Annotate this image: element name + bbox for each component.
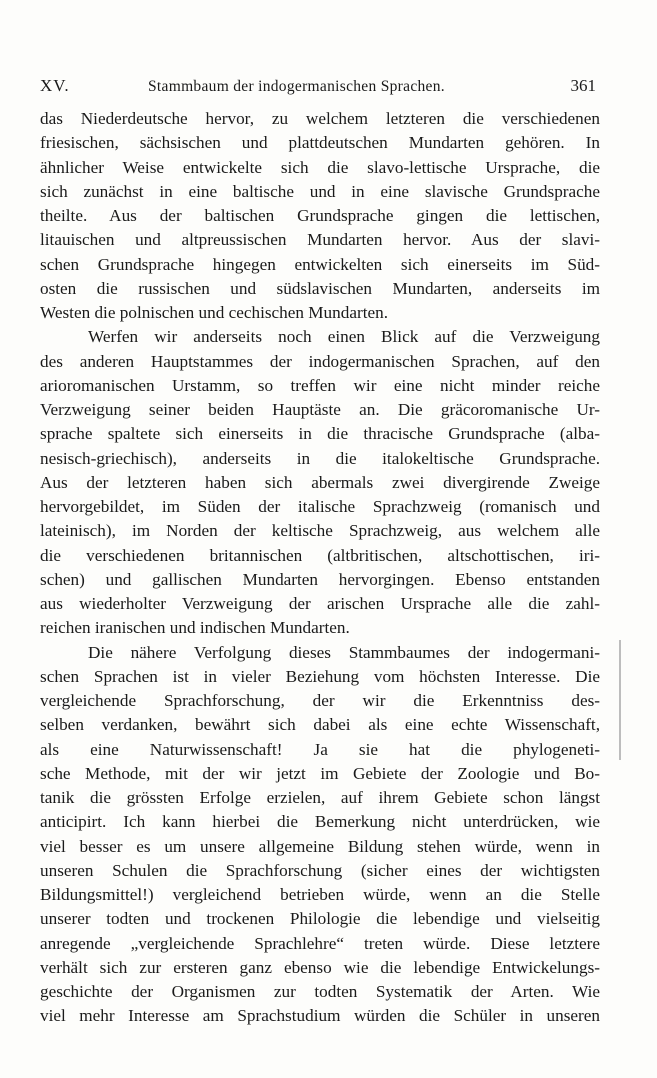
- text-line: des anderen Hauptstammes der indogermanischen Sprachen, auf den: [40, 351, 600, 371]
- text-line: viel mehr Interesse am Sprachstudium würden die Schüler in unseren: [40, 1006, 600, 1026]
- text-line: sich zunächst in eine baltische und in eine slavische Grundsprache: [40, 181, 600, 201]
- text-line: sche Methode, mit der wir jetzt im Gebiete der Zoologie und Bo-: [40, 763, 600, 783]
- text-line: litauischen und altpreussischen Mundarten hervor. Aus der slavi-: [40, 230, 600, 250]
- text-line: unserer todten und trockenen Philologie die lebendige und vielseitig: [40, 909, 600, 929]
- text-line: verhält sich zur ersteren ganz ebenso wie die lebendige Entwickelungs-: [40, 957, 600, 977]
- chapter-number: XV.: [40, 76, 70, 95]
- text-line: osten die russischen und südslavischen Mundarten, anderseits im: [40, 278, 600, 298]
- text-line: anticipirt. Ich kann hierbei die Bemerkung nicht unterdrücken, wie: [40, 812, 600, 832]
- text-line: anregende „vergleichende Sprachlehre“ treten würde. Diese letztere: [40, 933, 600, 953]
- page-number: 361: [570, 76, 596, 95]
- text-line: geschichte der Organismen zur todten Systematik der Arten. Wie: [40, 982, 600, 1001]
- text-line: viel besser es um unsere allgemeine Bildung stehen würde, wenn in: [40, 836, 600, 856]
- text-line: Verzweigung seiner beiden Hauptäste an. Die gräcoromanische Ur-: [40, 400, 600, 419]
- text-line: unseren Schulen die Sprachforschung (sicher eines der wichtigsten: [40, 860, 600, 880]
- text-line: schen Sprachen ist in vieler Beziehung vom höchsten Interesse. Die: [40, 666, 600, 686]
- text-line: arioromanischen Urstamm, so treffen wir eine nicht minder reiche: [40, 375, 600, 395]
- text-line: aus wiederholter Verzweigung der arischen Ursprache alle die zahl-: [40, 594, 600, 613]
- text-line: Die nähere Verfolgung dieses Stammbaumes der indogermani-: [88, 642, 600, 662]
- text-line: sprache spaltete sich einerseits in die thracische Grundsprache (alba-: [40, 424, 600, 444]
- body-text: [40, 107, 600, 1029]
- text-line: Bildungsmittel!) vergleichend betrieben würde, wenn an die Stelle: [40, 885, 600, 904]
- text-line: vergleichende Sprachforschung, der wir die Erkenntniss des-: [40, 691, 600, 710]
- running-title: Stammbaum der indogermanischen Sprachen.: [148, 78, 445, 95]
- scan-edge-mark: [619, 640, 621, 760]
- text-line: theilte. Aus der baltischen Grundsprache gingen die lettischen,: [40, 206, 600, 225]
- text-line: hervorgebildet, im Süden der italische Sprachzweig (romanisch und: [40, 497, 600, 516]
- text-line: schen Grundsprache hingegen entwickelten sich einerseits im Süd-: [40, 254, 600, 274]
- text-line: ähnlicher Weise entwickelte sich die slavo-lettische Ursprache, die: [40, 157, 600, 177]
- text-line: Westen die polnischen und cechischen Mundarten.: [40, 303, 388, 322]
- text-line: nesisch-griechisch), anderseits in die italokeltische Grundsprache.: [40, 448, 600, 468]
- text-line: als eine Naturwissenschaft! Ja sie hat die phylogeneti-: [40, 739, 600, 759]
- text-line: friesischen, sächsischen und plattdeutschen Mundarten gehören. In: [40, 133, 600, 153]
- text-line: tanik die grössten Erfolge erzielen, auf ihrem Gebiete schon längst: [40, 788, 600, 807]
- text-line: reichen iranischen und indischen Mundarten.: [40, 618, 350, 638]
- text-line: selben verdanken, bewährt sich dabei als eine echte Wissenschaft,: [40, 715, 600, 735]
- text-line: das Niederdeutsche hervor, zu welchem letzteren die verschiedenen: [40, 109, 600, 128]
- running-header: [40, 76, 600, 102]
- text-line: schen) und gallischen Mundarten hervorgingen. Ebenso entstanden: [40, 569, 600, 589]
- text-line: Werfen wir anderseits noch einen Blick auf die Verzweigung: [88, 327, 600, 347]
- text-line: lateinisch), im Norden der keltische Sprachzweig, aus welchem alle: [40, 521, 600, 541]
- text-line: die verschiedenen britannischen (altbritischen, altschottischen, iri-: [40, 545, 600, 565]
- text-line: Aus der letzteren haben sich abermals zwei divergirende Zweige: [40, 472, 600, 492]
